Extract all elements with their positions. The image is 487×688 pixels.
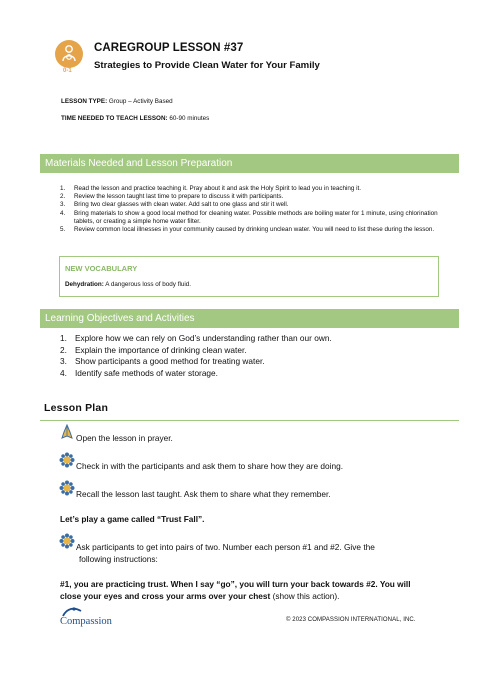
list-number: 2. <box>60 344 67 355</box>
compassion-logo <box>60 606 140 632</box>
game-intro: Let’s play a game called “Trust Fall”. <box>60 514 205 524</box>
time-needed-line <box>61 115 209 122</box>
list-item <box>60 193 456 201</box>
vocabulary-box <box>59 256 439 297</box>
list-number: 3. <box>60 201 66 209</box>
list-text: Bring materials to show a good local method for cleaning water. Possible methods are boiling water for 1 minute, using chlorination tablets, or creating a simple home water filter. <box>74 209 438 225</box>
objectives-list <box>60 333 456 379</box>
sun-flower-icon <box>59 480 75 496</box>
lesson-type-line <box>61 98 173 105</box>
list-item <box>60 185 456 193</box>
list-text: Review common local illnesses in your community caused by drinking unclean water. You will need to list these during the lesson. <box>74 226 435 234</box>
instruction-line1: #1, you are practicing trust. When I say “go”, you will turn your back towards #2. You will <box>60 579 411 589</box>
list-item <box>60 368 456 380</box>
materials-section-heading: Materials Needed and Lesson Preparation <box>40 154 459 173</box>
objectives-section-heading: Learning Objectives and Activities <box>40 309 459 328</box>
lesson-title: Strategies to Provide Clean Water for Your Family <box>94 60 320 71</box>
compassion-brand-text: Compassion <box>60 616 112 627</box>
lesson-header <box>54 39 454 79</box>
sun-flower-icon <box>59 452 75 468</box>
list-item <box>60 226 456 234</box>
list-item <box>60 345 456 357</box>
instruction-tail: (show this action). <box>270 591 340 601</box>
list-item <box>60 356 456 368</box>
time-needed-value: 60-90 minutes <box>167 115 210 122</box>
list-text: Bring two clear glasses with clean water. Add salt to one glass and stir it well. <box>74 201 289 209</box>
list-number: 1. <box>60 185 66 192</box>
lesson-number: CAREGROUP LESSON #37 <box>94 42 244 54</box>
instruction-line2 <box>60 591 460 603</box>
step-open-prayer: Open the lesson in prayer. <box>76 433 173 443</box>
list-number: 4. <box>60 209 66 217</box>
vocabulary-term: Dehydration: <box>65 281 104 288</box>
sun-flower-icon <box>59 533 75 549</box>
lesson-plan-divider <box>40 420 459 421</box>
list-text: Read the lesson and practice teaching it. Pray about it and ask the Holy Spirit to lead you in teaching it. <box>74 185 362 192</box>
copyright-notice: © 2023 COMPASSION INTERNATIONAL, INC. <box>286 617 416 623</box>
materials-list <box>60 185 456 234</box>
list-item <box>60 201 456 209</box>
lesson-type-value: Group – Activity Based <box>107 98 173 105</box>
lesson-plan-heading: Lesson Plan <box>44 402 109 414</box>
logo-age-text: 0-1 <box>63 68 72 74</box>
step-recall-lesson: Recall the lesson last taught. Ask them to share what they remember. <box>76 489 331 499</box>
step-pairs-line1: Ask participants to get into pairs of two. Number each person #1 and #2. Give the <box>76 542 375 552</box>
list-item <box>60 210 456 226</box>
step-check-in: Check in with the participants and ask them to share how they are doing. <box>76 461 344 471</box>
caregroup-logo-icon <box>54 39 87 77</box>
time-needed-label: TIME NEEDED TO TEACH LESSON: <box>61 115 168 122</box>
praying-hands-icon <box>59 424 75 440</box>
list-item <box>60 333 456 345</box>
step-pairs-line2: following instructions: <box>79 554 158 564</box>
list-number: 5. <box>60 226 66 234</box>
list-text: Identify safe methods of water storage. <box>75 367 218 378</box>
vocabulary-title: NEW VOCABULARY <box>65 264 138 273</box>
list-text: Show participants a good method for treating water. <box>75 356 265 366</box>
instruction-bold: close your eyes and cross your arms over your chest <box>60 591 271 601</box>
vocabulary-meaning: A dangerous loss of body fluid. <box>103 281 192 288</box>
list-number: 4. <box>60 367 67 378</box>
list-text: Review the lesson taught last time to prepare to discuss it with participants. <box>74 193 284 201</box>
vocabulary-definition <box>65 281 191 288</box>
list-text: Explore how we can rely on God’s understanding rather than our own. <box>75 333 332 343</box>
list-number: 2. <box>60 193 66 201</box>
list-number: 1. <box>60 333 67 343</box>
list-number: 3. <box>60 356 67 366</box>
list-text: Explain the importance of drinking clean water. <box>75 344 247 355</box>
lesson-type-label: LESSON TYPE: <box>61 98 108 105</box>
